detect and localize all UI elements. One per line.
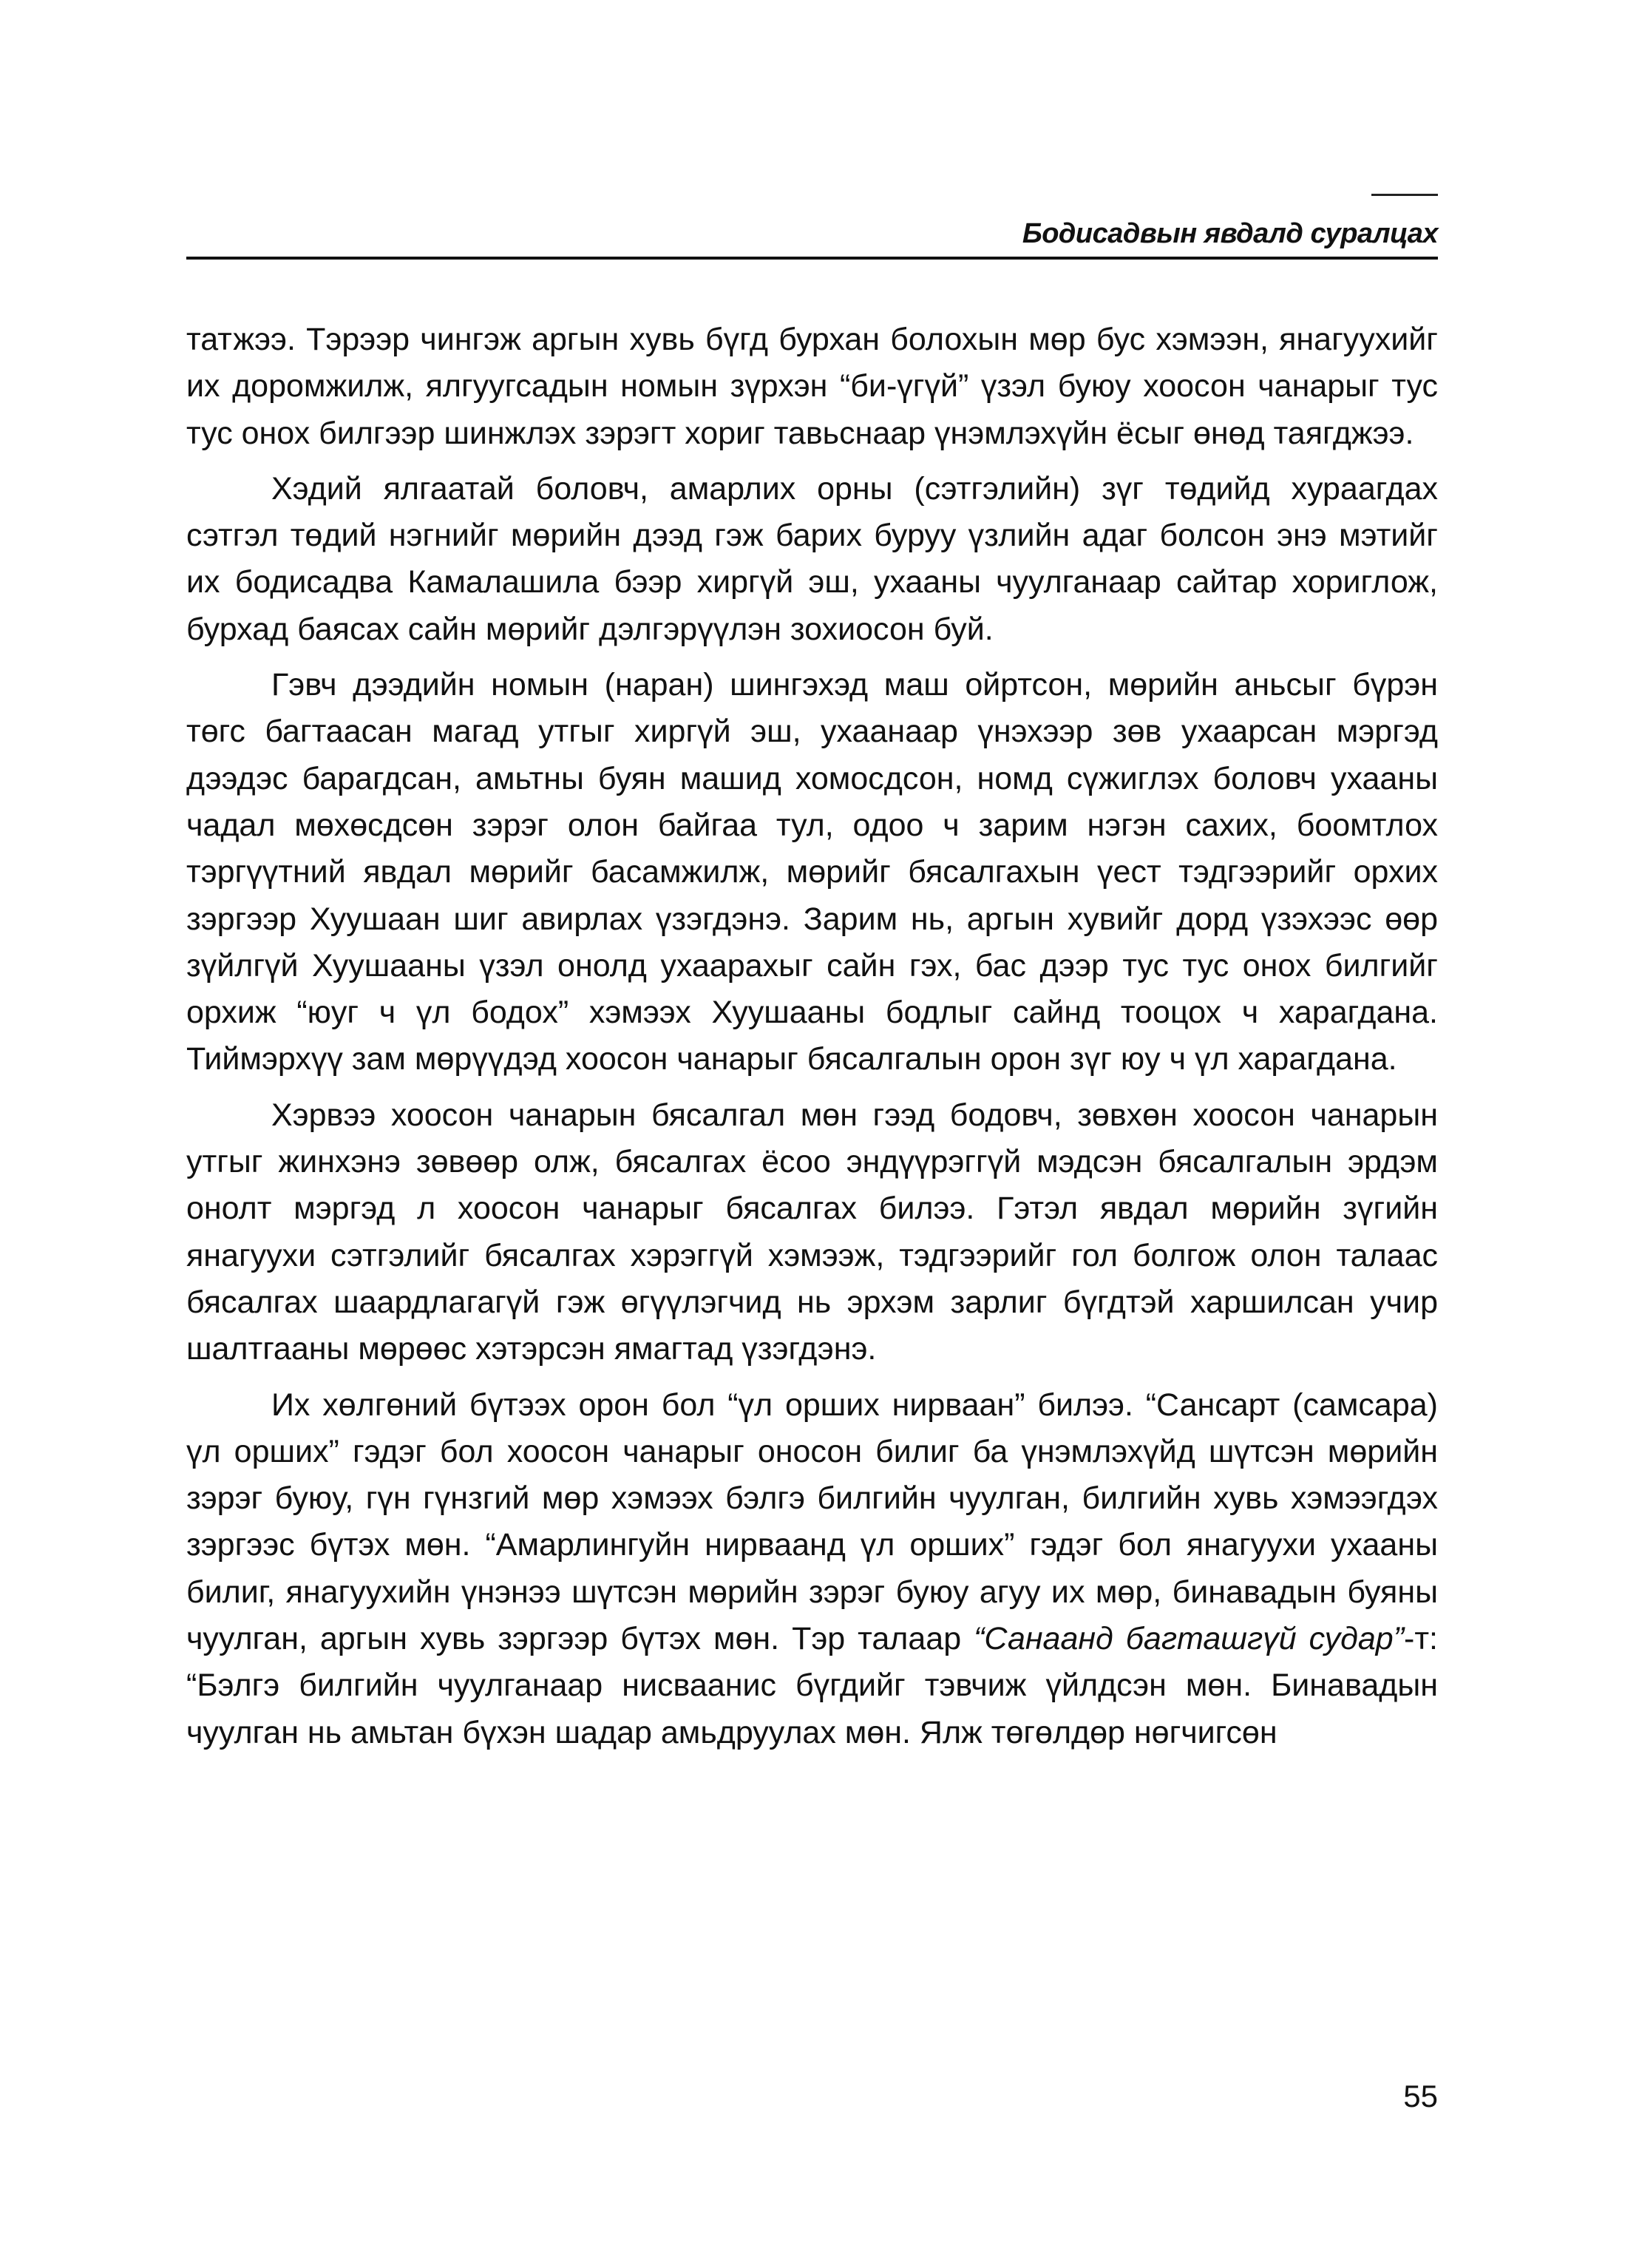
paragraph-5-text-end: -т: “Бэлгэ билгийн чуулганаар нисваанис бүгдийг тэвчиж үйлдсэн мөн. Бинавадын чуулган нь амьтан бүхэн шадар амьдруулах мөн. Ялж төгөлдөр нөгчигсөн (186, 1621, 1438, 1750)
paragraph-5-text-start: Их хөлгөний бүтээх орон бол “үл орших нирваан” билээ. “Сансарт (самсара) үл орших” гэдэг бол хоосон чанарыг оносон билиг ба үнэмлэхүйд шүтсэн мөрийн зэрэг буюу, гүн гүнзгий мөр хэмээх бэлгэ билгийн чуулган, билгийн хувь хэмээгдэх зэргээс бүтэх мөн. “Амарлингуйн нирваанд үл орших” гэдэг бол янагуухи ухааны билиг, янагуухийн үнэнээ шүтсэн мөрийн зэрэг буюу агуу их мөр, бинавадын буяны чуулган, аргын хувь зэргээр бүтэх мөн. Тэр талаар (186, 1387, 1438, 1657)
paragraph-1: татжээ. Тэрээр чингэж аргын хувь бүгд бурхан болохын мөр бус хэмээн, янагуухийг их доромжилж, ялгуугсадын номын зүрхэн “би-үгүй” үзэл буюу хоосон чанарыг тус тус онох билгээр шинжлэх зэрэгт хориг тавьснаар үнэмлэхүйн ёсыг өнөд таягджээ. (186, 322, 1438, 451)
paragraph-2: Хэдий ялгаатай боловч, амарлих орны (сэтгэлийн) зүг төдийд хураагдах сэтгэл төдий нэгнийг мөрийн дээд гэж барих буруу үзлийн адаг болсон энэ мэтийг их бодисадва Камалашила бээр хиргүй эш, ухааны чуулганаар сайтар хориглож, бурхад баясах сайн мөрийг дэлгэрүүлэн зохиосон буй. (186, 470, 1438, 647)
corner-rule-mark (1371, 194, 1438, 196)
body-text (186, 316, 1438, 1765)
sutra-title-italic: “Санаанд багташгүй судар” (974, 1621, 1405, 1657)
page-number: 55 (1403, 2079, 1438, 2113)
paragraph-4: Хэрвээ хоосон чанарын бясалгал мөн гээд бодовч, зөвхөн хоосон чанарын утгыг жинхэнэ зөвөөр олж, бясалгах ёсоо эндүүрэггүй мэдсэн бясалгалын эрдэм онолт мэргэд л хоосон чанарыг бясалгах билээ. Гэтэл явдал мөрийн зүгийн янагуухи сэтгэлийг бясалгах хэрэггүй хэмээж, тэдгээрийг гол болгож олон талаас бясалгах шаардлагагүй гэж өгүүлэгчид нь эрхэм зарлиг бүгдтэй харшилсан учир шалтгааны мөрөөс хэтэрсэн ямагтад үзэгдэнэ. (186, 1097, 1438, 1367)
running-header-title: Бодисадвын явдалд суралцах (1022, 218, 1438, 249)
paragraph-5 (186, 1382, 1438, 1756)
header-rule (186, 257, 1438, 260)
paragraph-3: Гэвч дээдийн номын (наран) шингэхэд маш ойртсон, мөрийн аньсыг бүрэн төгс багтаасан магад утгыг хиргүй эш, ухаанаар үнэхээр зөв ухаарсан мэргэд дээдэс барагдсан, амьтны буян машид хомосдсон, номд сүжиглэх боловч ухааны чадал мөхөсдсөн зэрэг олон байгаа тул, одоо ч зарим нэгэн сахих, боомтлох тэргүүтний явдал мөрийг басамжилж, мөрийг бясалгахын үест тэдгээрийг орхих зэргээр Хуушаан шиг авирлах үзэгдэнэ. Зарим нь, аргын хувийг дорд үзэхээс өөр зүйлгүй Хуушааны үзэл онолд ухаарахыг сайн гэх, бас дээр тус тус онох билгийг орхиж “юуг ч үл бодох” хэмээх Хуушааны бодлыг сайнд тооцох ч харагдана. Тиймэрхүү зам мөрүүдэд хоосон чанарыг бясалгалын орон зүг юу ч үл харагдана. (186, 667, 1438, 1077)
